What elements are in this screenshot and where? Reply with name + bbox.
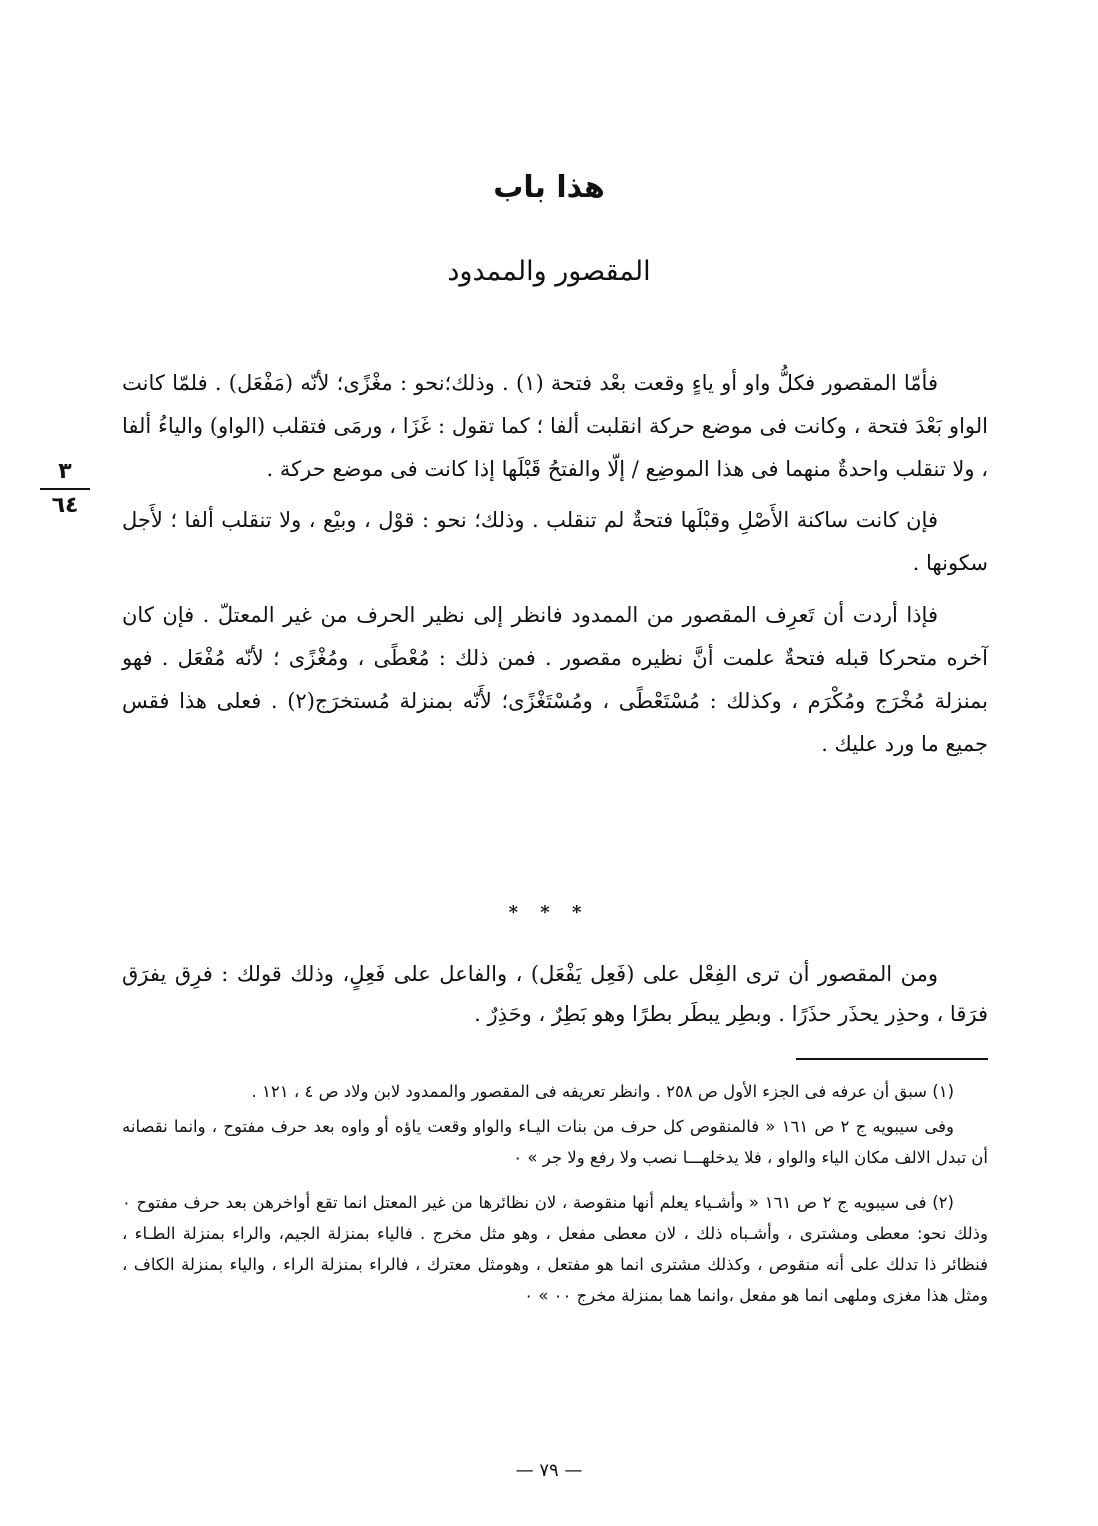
paragraph: فأمّا المقصور فكلُّ واو أو ياءٍ وقعت بعْد فتحة (١) . وذلك؛نحو : مغْزًى؛ لأنّه (مَفْعَل) . فلمّا كانت الواو بَعْدَ فتحة ، وكانت فى موضع حركة انقلبت ألفا ؛ كما تقول : غَزَا ، ورمَى فتقلب (الواو) والياءُ ألفا ، ولا تنقلب واحدةٌ منهما فى هذا الموضِع / إلّا والفتحُ قَبْلَها إذا كانت فى موضع حركة . [122, 371, 988, 481]
margin-ref-top: ٣ [58, 459, 72, 484]
footnotes [122, 1076, 988, 1315]
margin-ref-bottom: ٦٤ [51, 493, 79, 518]
chapter-subtitle: المقصور والممدود [447, 256, 651, 287]
paragraph: فإذا أردت أن تَعرِف المقصور من الممدود فانظر إلى نظير الحرف من غير المعتلّ . فإن كان آخره متحركا قبله فتحةٌ علمت أنَّ نظيره مقصور . فمن ذلك : مُعْطًى ، ومُغْزًى ؛ لأنّه مُفْعَل . فهو بمنزلة مُخْرَج ومُكْرَم ، وكذلك : مُسْتَعْطًى ، ومُسْتَغْزًى؛ لأَنّه بمنزلة مُستخرَج(٢) . فعلى هذا فقس جميع ما ورد عليك . [122, 603, 989, 756]
margin-ref-divider [40, 488, 90, 490]
paragraph: ومن المقصور أن ترى الفِعْل على (فَعِل يَفْعَل) ، والفاعل على فَعِلٍ، وذلك قولك : فرِق يفرَق فرَقا ، وحذِر يحذَر حذَرًا . وبطِر يبطَر بطرًا وهو بَطِرٌ ، وحَذِرٌ . [122, 962, 988, 1026]
main-text-continued [122, 954, 988, 1034]
section-separator: * * * [508, 902, 590, 923]
page-number: — ٧٩ — [515, 1460, 583, 1481]
footnote: (٢) فى سيبويه ج ٢ ص ١٦١ « وأشـياء يعلم أنها منقوصة ، لان نظائرها من غير المعتل انما تقع أواخرهن بعد حرف مفتوح ٠ وذلك نحو: معطى ومشترى ، وأشـباه ذلك ، لان معطى مفعل ، وهو مثل مخرج . فالياء بمنزلة الجيم، والراء بمنزلة الطـاء ، فنظائر ذا تدلك على أنه منقوص ، وكذلك مشترى انما هو مفتعل ، وهومثل معترك ، فالراء بمنزلة الراء ، والياء بمنزلة الكاف ، ومثل هذا مغزى وملهى انما هو مفعل ،وانما هما بمنزلة مخرج ٠٠ » ٠ [122, 1193, 988, 1305]
footnote: (١) سبق أن عرفه فى الجزء الأول ص ٢٥٨ . وانظر تعريفه فى المقصور والممدود لابن ولاد ص ٤ ، ١٢١ . [251, 1082, 954, 1101]
paragraph: فإن كانت ساكنة الأَصْلِ وقبْلَها فتحةٌ لم تنقلب . وذلك؛ نحو : قوْل ، وبيْع ، ولا تنقلب ألفا ؛ لأَجل سكونها . [122, 508, 988, 575]
margin-page-reference [34, 458, 96, 520]
footnote: وفى سيبويه ج ٢ ص ١٦١ « فالمنقوص كل حرف من بنات اليـاء والواو وقعت ياؤه أو واوه بعد حرف مفتوح ، وانما نقصانه أن تبدل الالف مكان الياء والواو ، فلا يدخلهـــا نصب ولا رفع ولا جر » ٠ [122, 1117, 988, 1167]
footnote-rule [796, 1058, 988, 1060]
chapter-title: هذا باب [493, 170, 605, 205]
main-text [122, 362, 988, 775]
